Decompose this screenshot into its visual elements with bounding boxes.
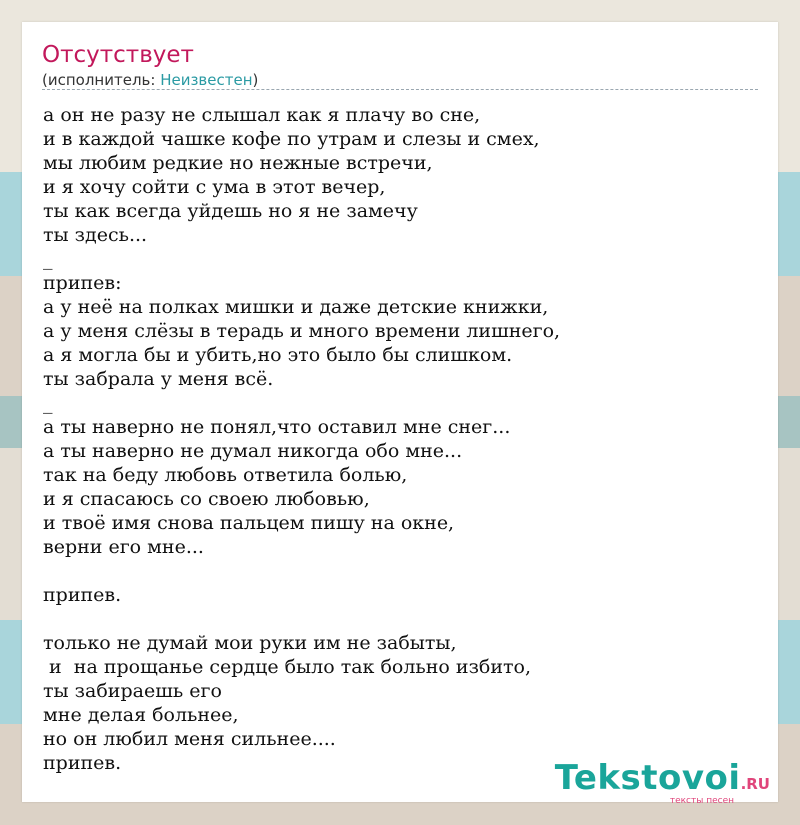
lyrics-line: и твоё имя снова пальцем пишу на окне,	[43, 512, 455, 534]
lyrics-line: припев.	[43, 752, 122, 774]
lyrics-card	[22, 22, 778, 806]
logo-tagline: тексты песен	[669, 796, 734, 806]
lyrics-line: только не думай мои руки им не забыты,	[43, 632, 457, 654]
lyrics-line: и я спасаюсь со своею любовью,	[43, 488, 370, 510]
lyrics-line: а у меня слёзы в терадь и много времени лишнего,	[43, 320, 561, 342]
lyrics-line: _	[43, 248, 53, 270]
artist-prefix: (исполнитель:	[42, 71, 161, 89]
lyrics-line: мы любим редкие но нежные встречи,	[43, 152, 433, 174]
lyrics-line: и в каждой чашке кофе по утрам и слезы и смех,	[43, 128, 540, 150]
artist-line	[42, 71, 258, 89]
lyrics-line: но он любил меня сильнее....	[43, 728, 336, 750]
lyrics-line: а я могла бы и убить,но это было бы слишком.	[43, 344, 513, 366]
lyrics-line: и на прощанье сердце было так больно избито,	[43, 656, 532, 678]
title-divider	[42, 89, 758, 90]
lyrics-line: так на беду любовь ответила болью,	[43, 464, 408, 486]
lyrics-line: ты забираешь его	[43, 680, 222, 702]
logo-wordmark: Tekstovoi	[554, 758, 741, 798]
lyrics-line: а ты наверно не думал никогда обо мне...	[43, 440, 463, 462]
lyrics-line: а у неё на полках мишки и даже детские книжки,	[43, 296, 549, 318]
lyrics-line: ты здесь...	[43, 224, 148, 246]
lyrics-line: мне делая больнее,	[43, 704, 239, 726]
lyrics-line: и я хочу сойти с ума в этот вечер,	[43, 176, 386, 198]
lyrics-line	[43, 559, 560, 583]
lyrics-line: верни его мне...	[43, 536, 204, 558]
lyrics-line: ты забрала у меня всё.	[43, 368, 274, 390]
artist-suffix: )	[252, 71, 259, 89]
lyrics-line	[43, 607, 560, 631]
lyrics-text	[43, 103, 560, 775]
lyrics-line: припев.	[43, 584, 122, 606]
lyrics-line: ты как всегда уйдешь но я не замечу	[43, 200, 418, 222]
lyrics-line: а он не разу не слышал как я плачу во сне,	[43, 104, 481, 126]
logo-domain: .RU	[740, 775, 770, 793]
artist-link[interactable]: Неизвестен	[160, 71, 253, 89]
lyrics-line: _	[43, 392, 53, 414]
lyrics-line: а ты наверно не понял,что оставил мне снег...	[43, 416, 511, 438]
site-logo[interactable]	[554, 758, 770, 806]
lyrics-line: припев:	[43, 272, 122, 294]
song-title: Отсутствует	[42, 42, 194, 68]
